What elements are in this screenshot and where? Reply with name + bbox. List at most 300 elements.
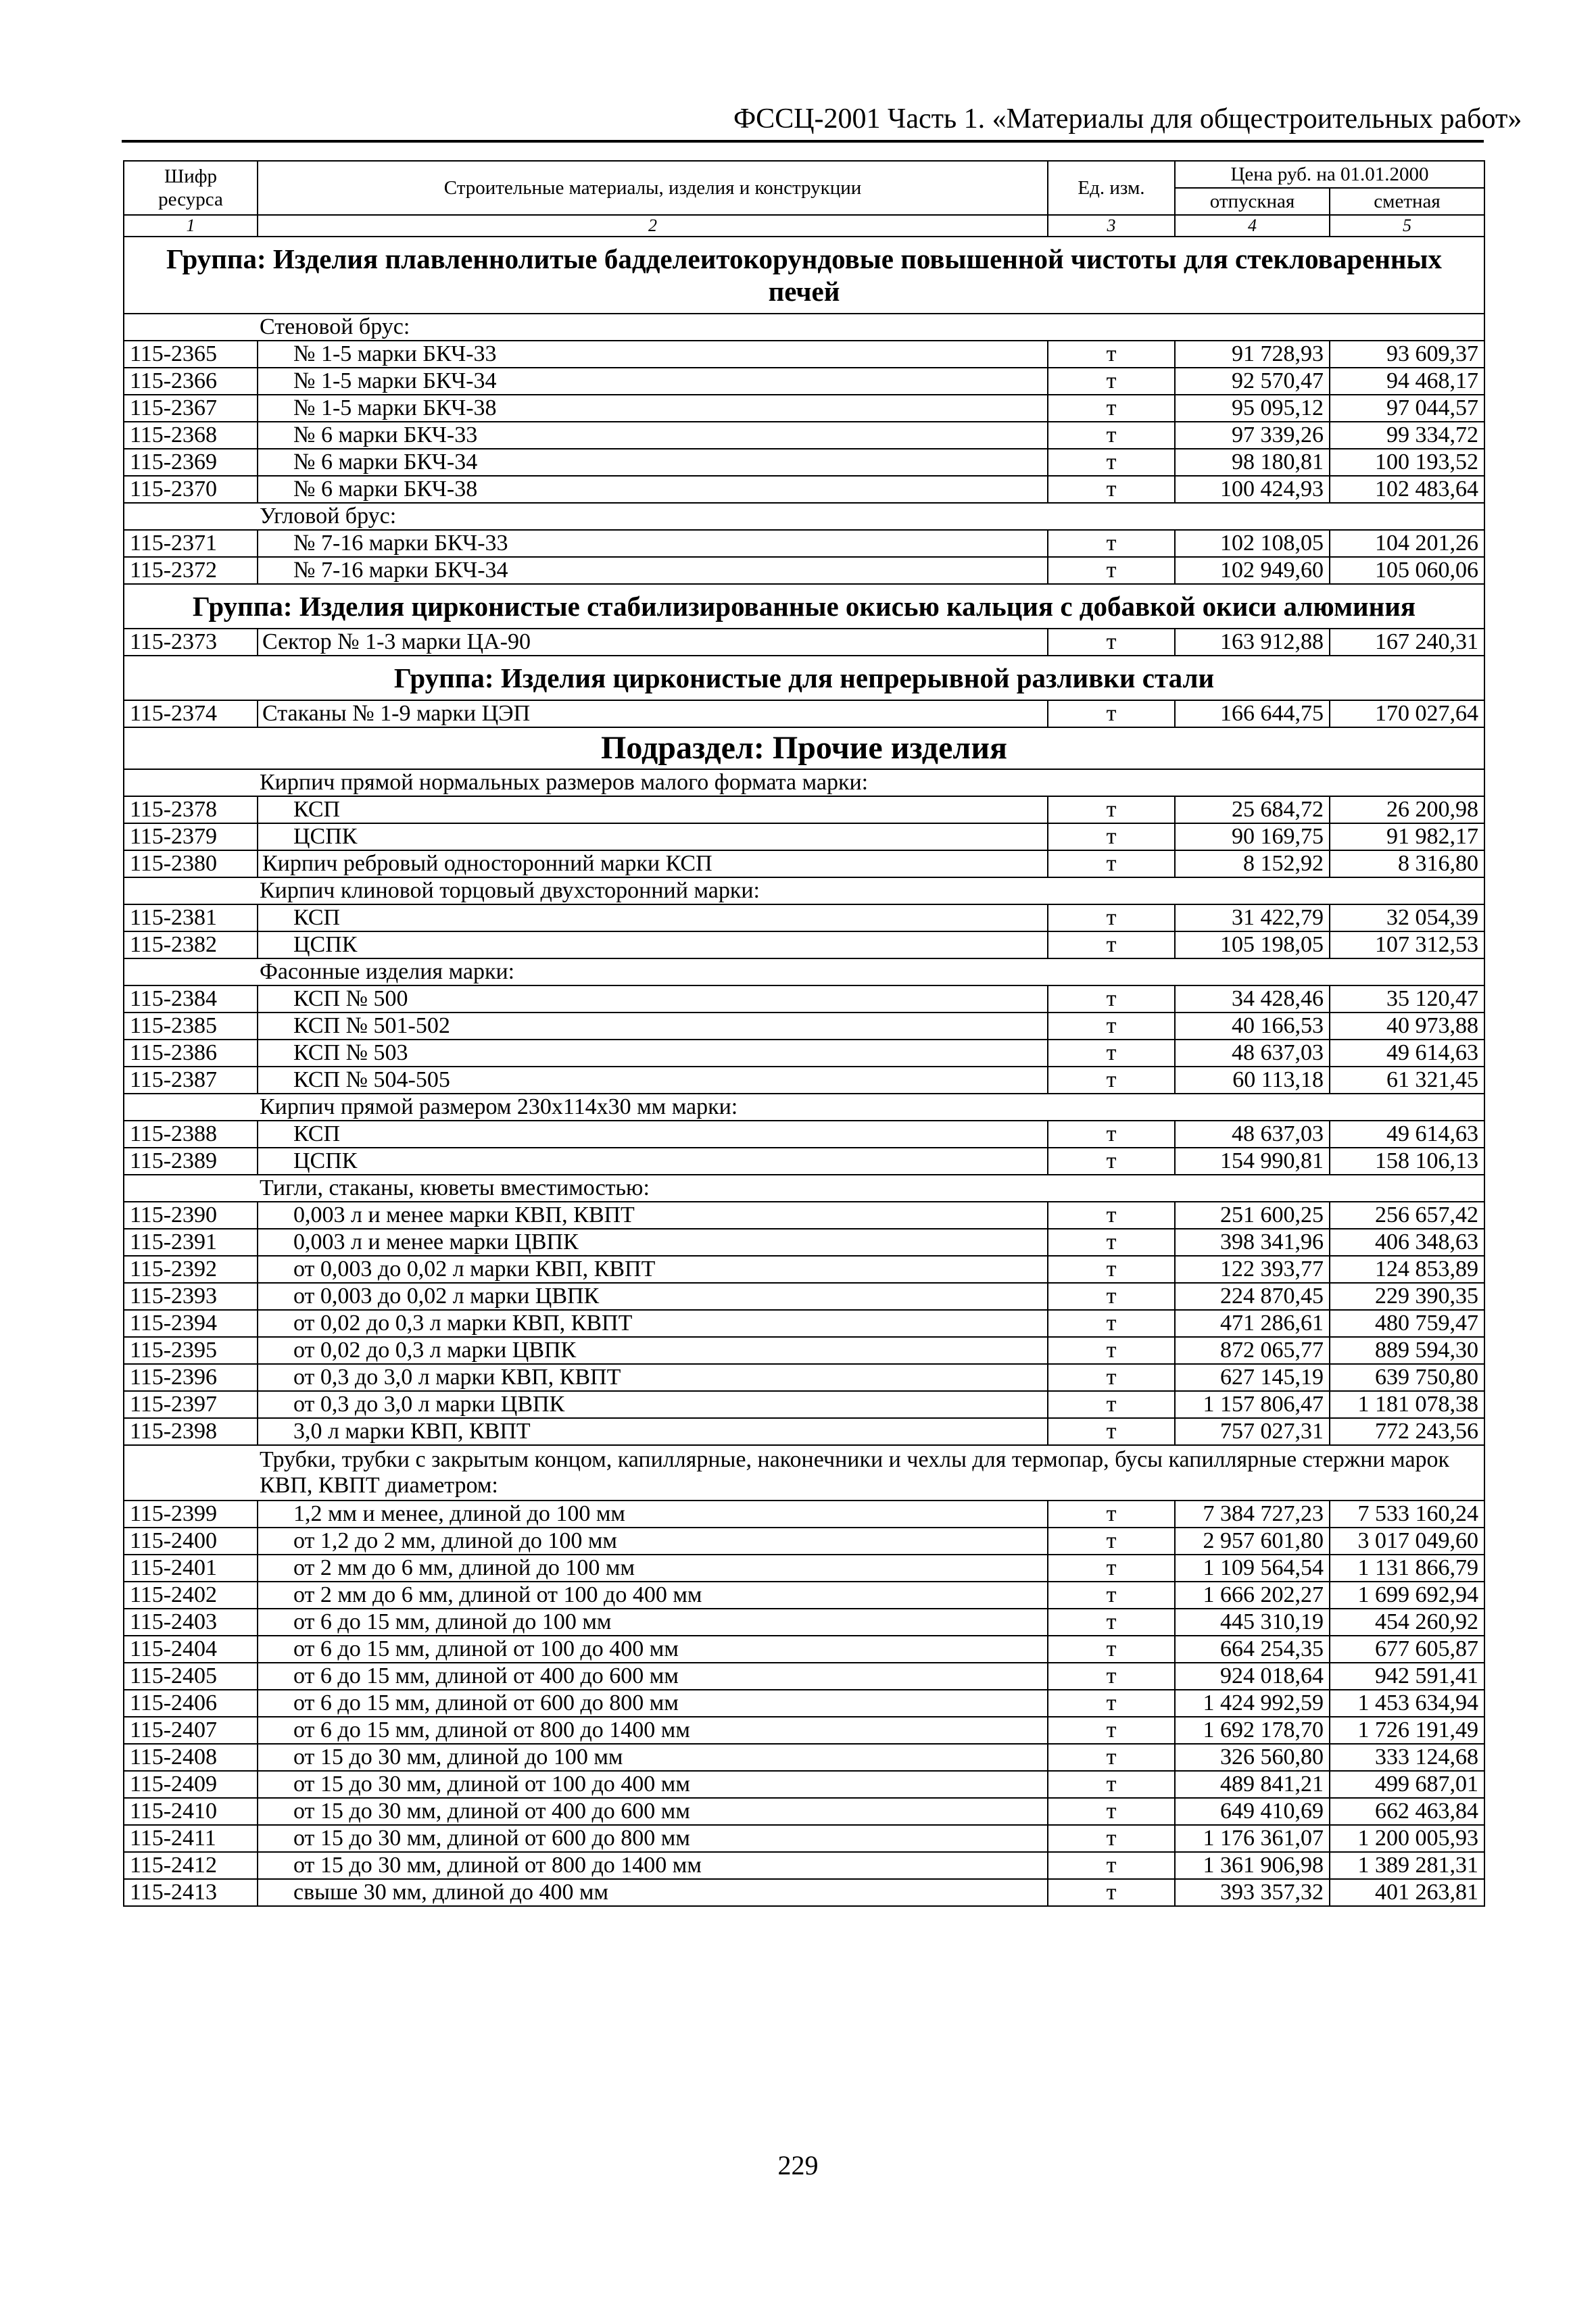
header-estimate: сметная xyxy=(1330,188,1484,215)
material-name: от 1,2 до 2 мм, длиной до 100 мм xyxy=(258,1528,1048,1555)
resource-code: 115-2395 xyxy=(124,1337,258,1364)
material-name: КСП № 504-505 xyxy=(258,1067,1048,1094)
unit: т xyxy=(1048,1013,1175,1040)
release-price: 627 145,19 xyxy=(1175,1364,1330,1391)
resource-code: 115-2400 xyxy=(124,1528,258,1555)
group-heading: Группа: Изделия плавленнолитые бадделеитокорундовые повышенной чистоты для стекловаренных печей xyxy=(124,237,1484,314)
estimate-price: 107 312,53 xyxy=(1330,931,1484,958)
estimate-price: 480 759,47 xyxy=(1330,1310,1484,1337)
resource-code: 115-2374 xyxy=(124,700,258,727)
estimate-price: 1 726 191,49 xyxy=(1330,1717,1484,1744)
resource-code: 115-2386 xyxy=(124,1040,258,1067)
material-name: от 0,003 до 0,02 л марки КВП, КВПТ xyxy=(258,1256,1048,1283)
unit: т xyxy=(1048,530,1175,557)
table-row xyxy=(124,985,1484,1013)
resource-code: 115-2402 xyxy=(124,1582,258,1609)
material-name: от 15 до 30 мм, длиной от 100 до 400 мм xyxy=(258,1771,1048,1798)
table-row xyxy=(124,1121,1484,1148)
unit: т xyxy=(1048,422,1175,449)
estimate-price: 124 853,89 xyxy=(1330,1256,1484,1283)
resource-code: 115-2411 xyxy=(124,1825,258,1852)
category-caption-row xyxy=(124,1445,1484,1501)
estimate-price: 1 699 692,94 xyxy=(1330,1582,1484,1609)
resource-code: 115-2399 xyxy=(124,1501,258,1528)
table-row xyxy=(124,1337,1484,1364)
material-name: № 7-16 марки БКЧ-33 xyxy=(258,530,1048,557)
unit: т xyxy=(1048,1663,1175,1690)
resource-code: 115-2380 xyxy=(124,850,258,877)
table-row xyxy=(124,1717,1484,1744)
table-row xyxy=(124,368,1484,395)
release-price: 34 428,46 xyxy=(1175,985,1330,1013)
material-name: Стаканы № 1-9 марки ЦЭП xyxy=(258,700,1048,727)
release-price: 224 870,45 xyxy=(1175,1283,1330,1310)
release-price: 25 684,72 xyxy=(1175,796,1330,823)
release-price: 166 644,75 xyxy=(1175,700,1330,727)
estimate-price: 32 054,39 xyxy=(1330,904,1484,931)
estimate-price: 454 260,92 xyxy=(1330,1609,1484,1636)
group-heading-row xyxy=(124,656,1484,700)
price-table-body xyxy=(124,161,1484,1906)
header-unit: Ед. изм. xyxy=(1048,161,1175,215)
material-name: КСП xyxy=(258,904,1048,931)
material-name: № 1-5 марки БКЧ-34 xyxy=(258,368,1048,395)
table-row xyxy=(124,1040,1484,1067)
unit: т xyxy=(1048,1040,1175,1067)
unit: т xyxy=(1048,1771,1175,1798)
resource-code: 115-2401 xyxy=(124,1555,258,1582)
unit: т xyxy=(1048,1202,1175,1229)
page-header: ФССЦ-2001 Часть 1. «Материалы для общестроительных работ» xyxy=(733,103,1522,135)
unit: т xyxy=(1048,1528,1175,1555)
unit: т xyxy=(1048,341,1175,368)
estimate-price: 333 124,68 xyxy=(1330,1744,1484,1771)
resource-code: 115-2393 xyxy=(124,1283,258,1310)
material-name: от 2 мм до 6 мм, длиной от 100 до 400 мм xyxy=(258,1582,1048,1609)
table-row xyxy=(124,1555,1484,1582)
category-caption-row xyxy=(124,1094,1484,1121)
estimate-price: 256 657,42 xyxy=(1330,1202,1484,1229)
estimate-price: 401 263,81 xyxy=(1330,1879,1484,1906)
unit: т xyxy=(1048,1879,1175,1906)
estimate-price: 1 181 078,38 xyxy=(1330,1391,1484,1418)
subsection-heading-row xyxy=(124,727,1484,769)
release-price: 649 410,69 xyxy=(1175,1798,1330,1825)
release-price: 471 286,61 xyxy=(1175,1310,1330,1337)
category-caption: Тигли, стаканы, кюветы вместимостью: xyxy=(124,1175,1484,1202)
price-table xyxy=(123,160,1485,1907)
resource-code: 115-2372 xyxy=(124,557,258,584)
estimate-price: 639 750,80 xyxy=(1330,1364,1484,1391)
table-row xyxy=(124,904,1484,931)
resource-code: 115-2379 xyxy=(124,823,258,850)
table-row xyxy=(124,395,1484,422)
category-caption-row xyxy=(124,769,1484,796)
material-name: КСП № 503 xyxy=(258,1040,1048,1067)
release-price: 40 166,53 xyxy=(1175,1013,1330,1040)
estimate-price: 35 120,47 xyxy=(1330,985,1484,1013)
material-name: от 0,3 до 3,0 л марки КВП, КВПТ xyxy=(258,1364,1048,1391)
table-row xyxy=(124,1202,1484,1229)
table-row xyxy=(124,1744,1484,1771)
material-name: КСП xyxy=(258,1121,1048,1148)
table-row xyxy=(124,422,1484,449)
release-price: 102 108,05 xyxy=(1175,530,1330,557)
material-name: 3,0 л марки КВП, КВПТ xyxy=(258,1418,1048,1445)
unit: т xyxy=(1048,700,1175,727)
table-row xyxy=(124,1256,1484,1283)
unit: т xyxy=(1048,1256,1175,1283)
unit: т xyxy=(1048,1555,1175,1582)
table-row xyxy=(124,1310,1484,1337)
resource-code: 115-2412 xyxy=(124,1852,258,1879)
estimate-price: 942 591,41 xyxy=(1330,1663,1484,1690)
material-name: ЦСПК xyxy=(258,931,1048,958)
estimate-price: 1 131 866,79 xyxy=(1330,1555,1484,1582)
estimate-price: 40 973,88 xyxy=(1330,1013,1484,1040)
category-caption: Стеновой брус: xyxy=(124,314,1484,341)
table-row xyxy=(124,1229,1484,1256)
resource-code: 115-2366 xyxy=(124,368,258,395)
unit: т xyxy=(1048,1310,1175,1337)
release-price: 91 728,93 xyxy=(1175,341,1330,368)
estimate-price: 1 389 281,31 xyxy=(1330,1852,1484,1879)
resource-code: 115-2397 xyxy=(124,1391,258,1418)
unit: т xyxy=(1048,557,1175,584)
release-price: 154 990,81 xyxy=(1175,1148,1330,1175)
release-price: 326 560,80 xyxy=(1175,1744,1330,1771)
material-name: от 6 до 15 мм, длиной до 100 мм xyxy=(258,1609,1048,1636)
table-row xyxy=(124,1825,1484,1852)
table-row xyxy=(124,1582,1484,1609)
unit: т xyxy=(1048,1852,1175,1879)
resource-code: 115-2396 xyxy=(124,1364,258,1391)
release-price: 1 176 361,07 xyxy=(1175,1825,1330,1852)
material-name: КСП xyxy=(258,796,1048,823)
unit: т xyxy=(1048,1229,1175,1256)
resource-code: 115-2405 xyxy=(124,1663,258,1690)
resource-code: 115-2394 xyxy=(124,1310,258,1337)
table-row xyxy=(124,1609,1484,1636)
material-name: от 0,003 до 0,02 л марки ЦВПК xyxy=(258,1283,1048,1310)
release-price: 92 570,47 xyxy=(1175,368,1330,395)
unit: т xyxy=(1048,1067,1175,1094)
material-name: от 15 до 30 мм, длиной от 600 до 800 мм xyxy=(258,1825,1048,1852)
estimate-price: 1 453 634,94 xyxy=(1330,1690,1484,1717)
resource-code: 115-2381 xyxy=(124,904,258,931)
estimate-price: 158 106,13 xyxy=(1330,1148,1484,1175)
estimate-price: 93 609,37 xyxy=(1330,341,1484,368)
resource-code: 115-2391 xyxy=(124,1229,258,1256)
material-name: от 0,02 до 0,3 л марки КВП, КВПТ xyxy=(258,1310,1048,1337)
table-row xyxy=(124,1148,1484,1175)
table-row xyxy=(124,1636,1484,1663)
estimate-price: 94 468,17 xyxy=(1330,368,1484,395)
table-row xyxy=(124,1663,1484,1690)
unit: т xyxy=(1048,823,1175,850)
category-caption-row xyxy=(124,503,1484,530)
table-row xyxy=(124,629,1484,656)
resource-code: 115-2365 xyxy=(124,341,258,368)
release-price: 98 180,81 xyxy=(1175,449,1330,476)
category-caption: Угловой брус: xyxy=(124,503,1484,530)
resource-code: 115-2388 xyxy=(124,1121,258,1148)
table-row xyxy=(124,449,1484,476)
release-price: 8 152,92 xyxy=(1175,850,1330,877)
unit: т xyxy=(1048,985,1175,1013)
unit: т xyxy=(1048,850,1175,877)
unit: т xyxy=(1048,1798,1175,1825)
unit: т xyxy=(1048,1364,1175,1391)
table-row xyxy=(124,1852,1484,1879)
unit: т xyxy=(1048,1283,1175,1310)
unit: т xyxy=(1048,368,1175,395)
release-price: 95 095,12 xyxy=(1175,395,1330,422)
release-price: 163 912,88 xyxy=(1175,629,1330,656)
table-row xyxy=(124,1690,1484,1717)
release-price: 393 357,32 xyxy=(1175,1879,1330,1906)
unit: т xyxy=(1048,395,1175,422)
estimate-price: 97 044,57 xyxy=(1330,395,1484,422)
resource-code: 115-2403 xyxy=(124,1609,258,1636)
column-number: 1 xyxy=(124,215,258,237)
category-caption: Кирпич прямой нормальных размеров малого формата марки: xyxy=(124,769,1484,796)
unit: т xyxy=(1048,1337,1175,1364)
material-name: КСП № 500 xyxy=(258,985,1048,1013)
estimate-price: 7 533 160,24 xyxy=(1330,1501,1484,1528)
material-name: свыше 30 мм, длиной до 400 мм xyxy=(258,1879,1048,1906)
material-name: 0,003 л и менее марки ЦВПК xyxy=(258,1229,1048,1256)
release-price: 872 065,77 xyxy=(1175,1337,1330,1364)
material-name: от 6 до 15 мм, длиной от 800 до 1400 мм xyxy=(258,1717,1048,1744)
category-caption-row xyxy=(124,877,1484,904)
release-price: 97 339,26 xyxy=(1175,422,1330,449)
resource-code: 115-2413 xyxy=(124,1879,258,1906)
resource-code: 115-2390 xyxy=(124,1202,258,1229)
estimate-price: 889 594,30 xyxy=(1330,1337,1484,1364)
table-row xyxy=(124,1391,1484,1418)
material-name: № 6 марки БКЧ-38 xyxy=(258,476,1048,503)
unit: т xyxy=(1048,449,1175,476)
table-row xyxy=(124,1013,1484,1040)
material-name: № 6 марки БКЧ-34 xyxy=(258,449,1048,476)
release-price: 398 341,96 xyxy=(1175,1229,1330,1256)
unit: т xyxy=(1048,1582,1175,1609)
subsection-heading: Подраздел: Прочие изделия xyxy=(124,727,1484,769)
estimate-price: 170 027,64 xyxy=(1330,700,1484,727)
resource-code: 115-2408 xyxy=(124,1744,258,1771)
release-price: 7 384 727,23 xyxy=(1175,1501,1330,1528)
resource-code: 115-2385 xyxy=(124,1013,258,1040)
material-name: 0,003 л и менее марки КВП, КВПТ xyxy=(258,1202,1048,1229)
resource-code: 115-2368 xyxy=(124,422,258,449)
material-name: от 6 до 15 мм, длиной от 600 до 800 мм xyxy=(258,1690,1048,1717)
material-name: от 6 до 15 мм, длиной от 400 до 600 мм xyxy=(258,1663,1048,1690)
estimate-price: 105 060,06 xyxy=(1330,557,1484,584)
estimate-price: 104 201,26 xyxy=(1330,530,1484,557)
release-price: 1 666 202,27 xyxy=(1175,1582,1330,1609)
resource-code: 115-2387 xyxy=(124,1067,258,1094)
estimate-price: 26 200,98 xyxy=(1330,796,1484,823)
estimate-price: 662 463,84 xyxy=(1330,1798,1484,1825)
resource-code: 115-2410 xyxy=(124,1798,258,1825)
resource-code: 115-2378 xyxy=(124,796,258,823)
table-row xyxy=(124,1283,1484,1310)
release-price: 1 109 564,54 xyxy=(1175,1555,1330,1582)
category-caption-row xyxy=(124,958,1484,985)
column-number: 5 xyxy=(1330,215,1484,237)
table-row xyxy=(124,1879,1484,1906)
resource-code: 115-2398 xyxy=(124,1418,258,1445)
material-name: от 15 до 30 мм, длиной от 800 до 1400 мм xyxy=(258,1852,1048,1879)
table-row xyxy=(124,1771,1484,1798)
estimate-price: 102 483,64 xyxy=(1330,476,1484,503)
category-caption: Кирпич клиновой торцовый двухсторонний марки: xyxy=(124,877,1484,904)
resource-code: 115-2371 xyxy=(124,530,258,557)
unit: т xyxy=(1048,1825,1175,1852)
header-code: Шифр ресурса xyxy=(124,161,258,215)
release-price: 31 422,79 xyxy=(1175,904,1330,931)
release-price: 60 113,18 xyxy=(1175,1067,1330,1094)
release-price: 489 841,21 xyxy=(1175,1771,1330,1798)
unit: т xyxy=(1048,476,1175,503)
table-row xyxy=(124,1501,1484,1528)
release-price: 105 198,05 xyxy=(1175,931,1330,958)
unit: т xyxy=(1048,904,1175,931)
estimate-price: 8 316,80 xyxy=(1330,850,1484,877)
estimate-price: 1 200 005,93 xyxy=(1330,1825,1484,1852)
release-price: 251 600,25 xyxy=(1175,1202,1330,1229)
release-price: 1 424 992,59 xyxy=(1175,1690,1330,1717)
table-row xyxy=(124,823,1484,850)
estimate-price: 229 390,35 xyxy=(1330,1283,1484,1310)
material-name: от 2 мм до 6 мм, длиной до 100 мм xyxy=(258,1555,1048,1582)
material-name: 1,2 мм и менее, длиной до 100 мм xyxy=(258,1501,1048,1528)
release-price: 102 949,60 xyxy=(1175,557,1330,584)
estimate-price: 49 614,63 xyxy=(1330,1040,1484,1067)
unit: т xyxy=(1048,1690,1175,1717)
estimate-price: 3 017 049,60 xyxy=(1330,1528,1484,1555)
material-name: КСП № 501-502 xyxy=(258,1013,1048,1040)
estimate-price: 772 243,56 xyxy=(1330,1418,1484,1445)
table-row xyxy=(124,530,1484,557)
group-heading: Группа: Изделия цирконистые для непрерывной разливки стали xyxy=(124,656,1484,700)
table-row xyxy=(124,931,1484,958)
resource-code: 115-2382 xyxy=(124,931,258,958)
page-number: 229 xyxy=(777,2150,819,2180)
release-price: 122 393,77 xyxy=(1175,1256,1330,1283)
header-price: Цена руб. на 01.01.2000 xyxy=(1175,161,1484,188)
unit: т xyxy=(1048,629,1175,656)
resource-code: 115-2369 xyxy=(124,449,258,476)
table-row xyxy=(124,557,1484,584)
group-heading-row xyxy=(124,237,1484,314)
material-name: ЦСПК xyxy=(258,1148,1048,1175)
release-price: 48 637,03 xyxy=(1175,1121,1330,1148)
table-row xyxy=(124,1798,1484,1825)
table-row xyxy=(124,341,1484,368)
material-name: от 15 до 30 мм, длиной от 400 до 600 мм xyxy=(258,1798,1048,1825)
category-caption-row xyxy=(124,1175,1484,1202)
estimate-price: 61 321,45 xyxy=(1330,1067,1484,1094)
estimate-price: 99 334,72 xyxy=(1330,422,1484,449)
material-name: № 6 марки БКЧ-33 xyxy=(258,422,1048,449)
column-number-row xyxy=(124,215,1484,237)
table-row xyxy=(124,476,1484,503)
release-price: 1 692 178,70 xyxy=(1175,1717,1330,1744)
material-name: от 0,02 до 0,3 л марки ЦВПК xyxy=(258,1337,1048,1364)
unit: т xyxy=(1048,1744,1175,1771)
table-row xyxy=(124,1364,1484,1391)
release-price: 445 310,19 xyxy=(1175,1609,1330,1636)
material-name: Кирпич ребровый односторонний марки КСП xyxy=(258,850,1048,877)
release-price: 90 169,75 xyxy=(1175,823,1330,850)
release-price: 1 361 906,98 xyxy=(1175,1852,1330,1879)
table-row xyxy=(124,796,1484,823)
table-row xyxy=(124,1528,1484,1555)
estimate-price: 167 240,31 xyxy=(1330,629,1484,656)
resource-code: 115-2404 xyxy=(124,1636,258,1663)
release-price: 664 254,35 xyxy=(1175,1636,1330,1663)
release-price: 2 957 601,80 xyxy=(1175,1528,1330,1555)
material-name: № 7-16 марки БКЧ-34 xyxy=(258,557,1048,584)
category-caption: Кирпич прямой размером 230x114x30 мм марки: xyxy=(124,1094,1484,1121)
release-price: 48 637,03 xyxy=(1175,1040,1330,1067)
material-name: от 0,3 до 3,0 л марки ЦВПК xyxy=(258,1391,1048,1418)
column-number: 2 xyxy=(258,215,1048,237)
estimate-price: 49 614,63 xyxy=(1330,1121,1484,1148)
unit: т xyxy=(1048,1609,1175,1636)
material-name: № 1-5 марки БКЧ-38 xyxy=(258,395,1048,422)
unit: т xyxy=(1048,1717,1175,1744)
header-name: Строительные материалы, изделия и конструкции xyxy=(258,161,1048,215)
material-name: № 1-5 марки БКЧ-33 xyxy=(258,341,1048,368)
table-row xyxy=(124,1067,1484,1094)
material-name: от 15 до 30 мм, длиной до 100 мм xyxy=(258,1744,1048,1771)
material-name: от 6 до 15 мм, длиной от 100 до 400 мм xyxy=(258,1636,1048,1663)
table-row xyxy=(124,700,1484,727)
column-number: 3 xyxy=(1048,215,1175,237)
header-rule xyxy=(122,140,1484,143)
estimate-price: 406 348,63 xyxy=(1330,1229,1484,1256)
estimate-price: 100 193,52 xyxy=(1330,449,1484,476)
category-caption-row xyxy=(124,314,1484,341)
unit: т xyxy=(1048,931,1175,958)
resource-code: 115-2392 xyxy=(124,1256,258,1283)
estimate-price: 499 687,01 xyxy=(1330,1771,1484,1798)
table-row xyxy=(124,850,1484,877)
unit: т xyxy=(1048,1121,1175,1148)
unit: т xyxy=(1048,1148,1175,1175)
group-heading-row xyxy=(124,584,1484,629)
unit: т xyxy=(1048,1391,1175,1418)
resource-code: 115-2373 xyxy=(124,629,258,656)
table-row xyxy=(124,1418,1484,1445)
unit: т xyxy=(1048,1636,1175,1663)
resource-code: 115-2389 xyxy=(124,1148,258,1175)
header-release: отпускная xyxy=(1175,188,1330,215)
release-price: 100 424,93 xyxy=(1175,476,1330,503)
category-caption: Фасонные изделия марки: xyxy=(124,958,1484,985)
resource-code: 115-2409 xyxy=(124,1771,258,1798)
release-price: 757 027,31 xyxy=(1175,1418,1330,1445)
resource-code: 115-2384 xyxy=(124,985,258,1013)
group-heading: Группа: Изделия цирконистые стабилизированные окисью кальция с добавкой окиси алюминия xyxy=(124,584,1484,629)
material-name: Сектор № 1-3 марки ЦА-90 xyxy=(258,629,1048,656)
unit: т xyxy=(1048,1501,1175,1528)
unit: т xyxy=(1048,1418,1175,1445)
release-price: 1 157 806,47 xyxy=(1175,1391,1330,1418)
